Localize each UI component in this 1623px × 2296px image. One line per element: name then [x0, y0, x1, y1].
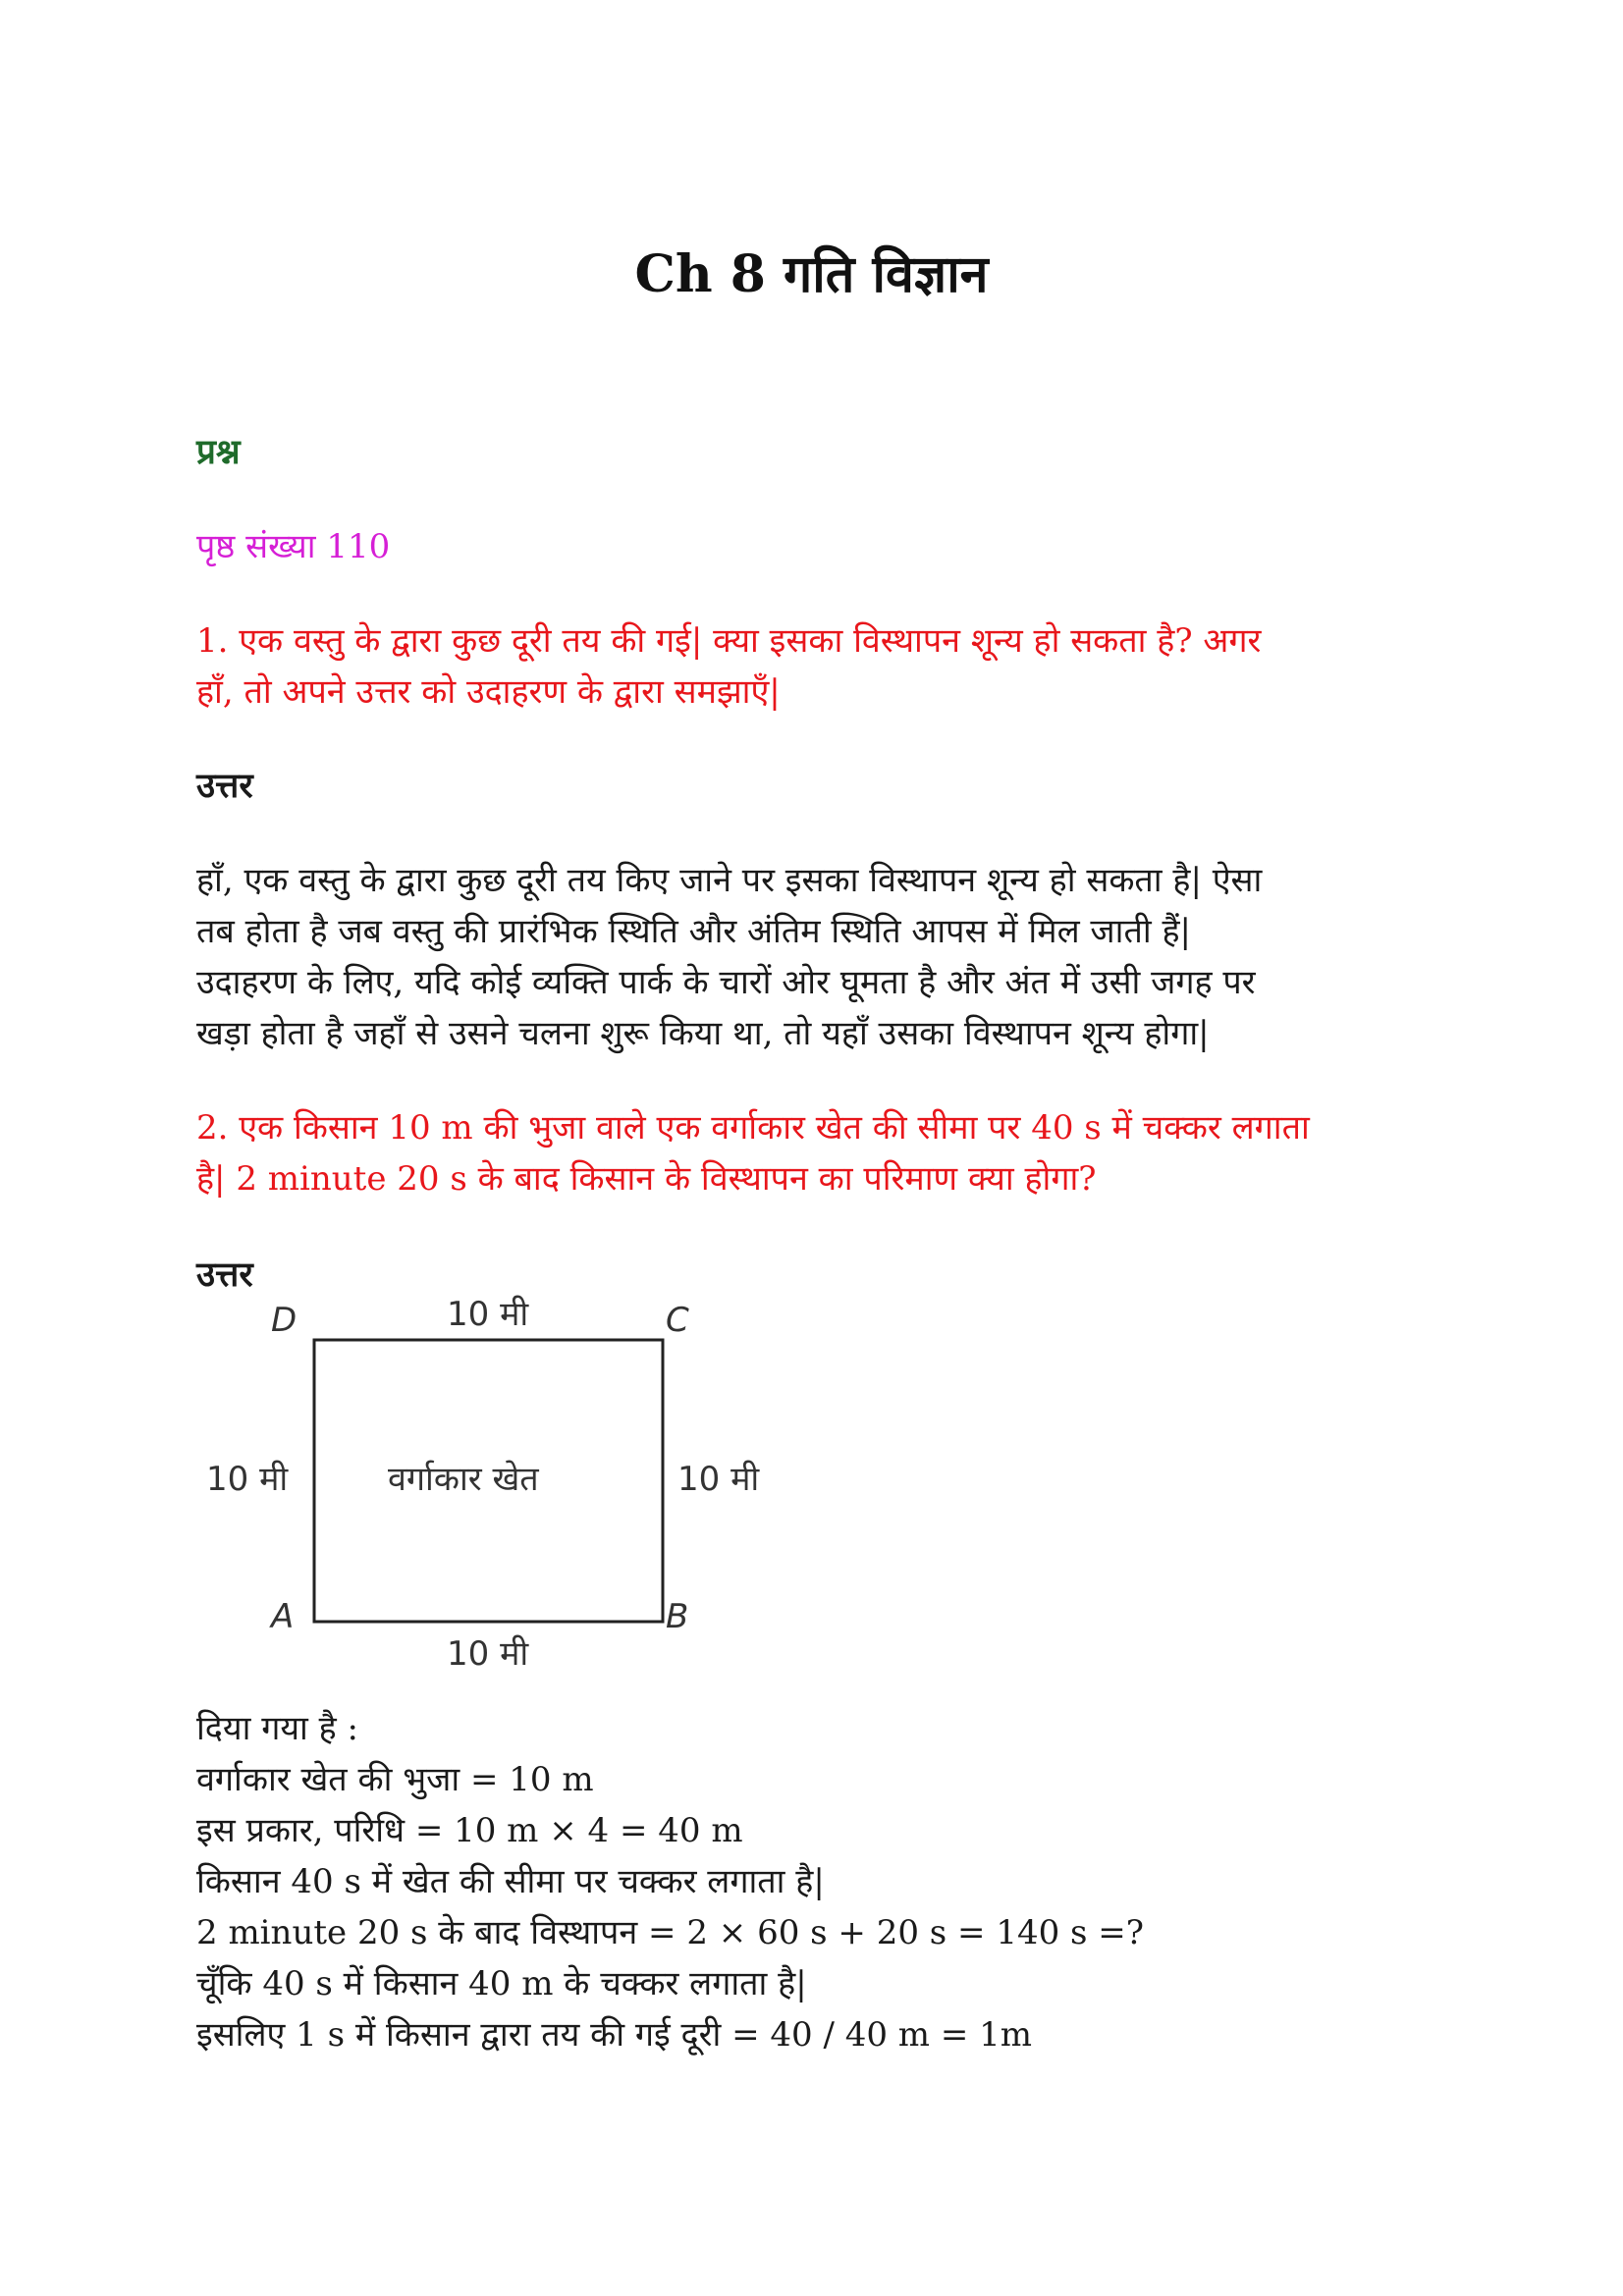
given-line-3: इस प्रकार, परिधि = 10 m × 4 = 40 m [196, 1811, 743, 1850]
question-2-line-1: 2. एक किसान 10 m की भुजा वाले एक वर्गाकार खेत की सीमा पर 40 s में चक्कर लगाता [196, 1108, 1310, 1148]
field-center-label: वर्गाकार खेत [388, 1460, 539, 1499]
right-side-label: 10 मी [677, 1460, 760, 1499]
given-line-5: 2 minute 20 s के बाद विस्थापन = 2 × 60 s + 20 s = 140 s =? [196, 1913, 1144, 1952]
question-2 [196, 1102, 1453, 1204]
given-line-6: चूँकि 40 s में किसान 40 m के चक्कर लगाता है| [196, 1964, 807, 2003]
question-1-line-2: हाँ, तो अपने उत्तर को उदाहरण के द्वारा समझाएँ| [196, 672, 781, 712]
question-1 [196, 615, 1453, 718]
answer-1-line-3: उदाहरण के लिए, यदि कोई व्यक्ति पार्क के चारों ओर घूमता है और अंत में उसी जगह पर [196, 963, 1256, 1002]
bottom-side-label: 10 मी [447, 1634, 529, 1674]
corner-a-label: A [271, 1597, 295, 1636]
question-2-line-2: है| 2 minute 20 s के बाद किसान के विस्थापन का परिमाण क्या होगा? [196, 1159, 1097, 1199]
answer-1-line-1: हाँ, एक वस्तु के द्वारा कुछ दूरी तय किए जाने पर इसका विस्थापन शून्य हो सकता है| ऐसा [196, 861, 1263, 900]
corner-d-label: D [271, 1301, 298, 1340]
given-line-7: इसलिए 1 s में किसान द्वारा तय की गई दूरी = 40 / 40 m = 1m [196, 2015, 1033, 2055]
left-side-label: 10 मी [206, 1460, 289, 1499]
answer-1-line-4: खड़ा होता है जहाँ से उसने चलना शुरू किया था, तो यहाँ उसका विस्थापन शून्य होगा| [196, 1014, 1210, 1053]
answer-1-line-2: तब होता है जब वस्तु की प्रारंभिक स्थिति और अंतिम स्थिति आपस में मिल जाती हैं| [196, 912, 1191, 951]
given-line-4: किसान 40 s में खेत की सीमा पर चक्कर लगाता है| [196, 1862, 825, 1901]
document-body [196, 427, 1453, 2060]
page-reference: पृष्ठ संख्या 110 [196, 527, 391, 566]
section-heading: प्रश्न [196, 432, 241, 472]
page-title: Ch 8 गति विज्ञान [634, 244, 989, 304]
answer-1 [196, 855, 1453, 1059]
given-line-2: वर्गाकार खेत की भुजा = 10 m [196, 1760, 594, 1799]
answer-1-heading: उत्तर [196, 766, 253, 806]
given-line-1: दिया गया है : [196, 1709, 358, 1748]
answer-2-heading: उत्तर [196, 1255, 253, 1295]
corner-b-label: B [666, 1597, 689, 1636]
corner-c-label: C [666, 1301, 689, 1340]
question-1-line-1: 1. एक वस्तु के द्वारा कुछ दूरी तय की गई| क्या इसका विस्थापन शून्य हो सकता है? अगर [196, 621, 1262, 661]
square-field-diagram [196, 1295, 785, 1703]
answer-2-working [196, 1703, 1453, 2060]
top-side-label: 10 मी [447, 1295, 529, 1334]
